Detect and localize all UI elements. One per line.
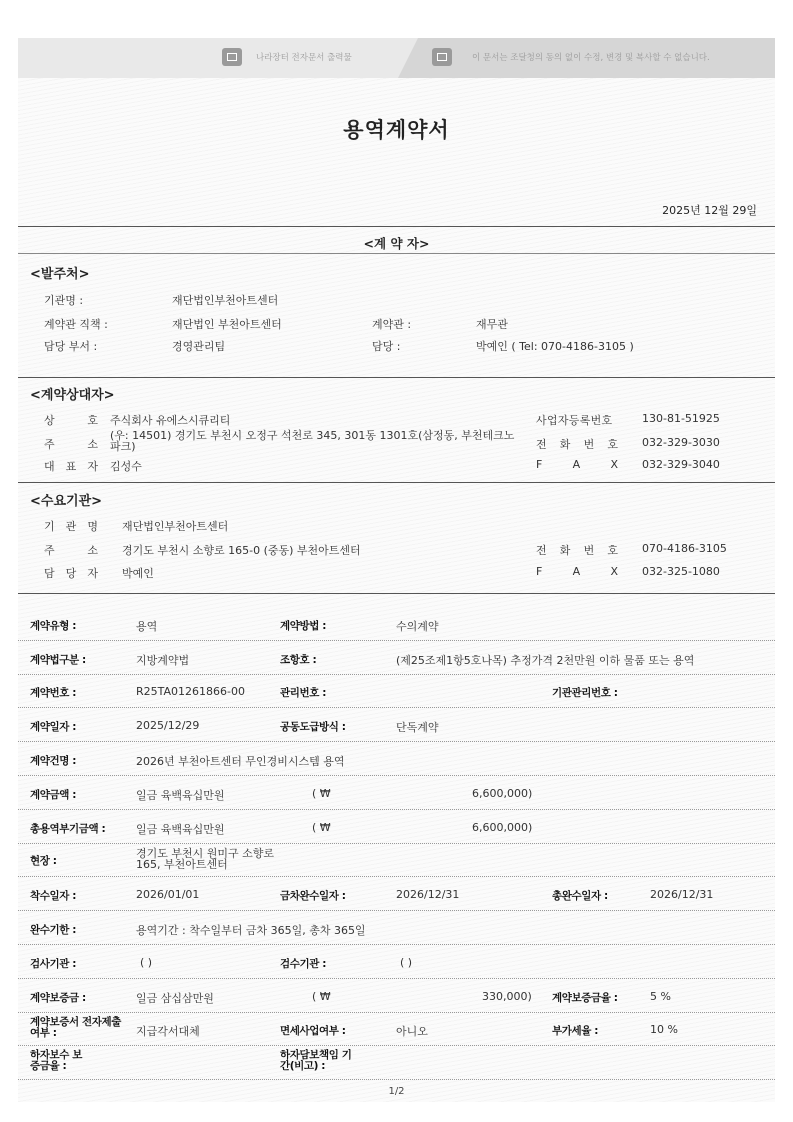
law-value: 지방계약법 bbox=[136, 654, 190, 667]
label-char: 자 bbox=[87, 567, 98, 580]
counterparty-tel-label bbox=[536, 436, 618, 452]
site-value: 경기도 부천시 원미구 소향로 165, 부천아트센터 bbox=[136, 847, 275, 871]
row-divider bbox=[18, 809, 775, 810]
print-banner bbox=[18, 38, 775, 78]
accept-value: ( ) bbox=[400, 956, 413, 969]
banner-left-text: 나라장터 전자문서 출력물 bbox=[256, 53, 352, 63]
label-char: 전 bbox=[536, 438, 547, 451]
contract-name-label: 계약건명 : bbox=[30, 755, 77, 767]
label-char: 대 bbox=[44, 460, 55, 473]
org-mgmt-no-label: 기관관리번호 : bbox=[552, 687, 618, 699]
site-label: 현장 : bbox=[30, 855, 57, 867]
row-divider bbox=[18, 944, 775, 945]
orderer-officer-value: 재무관 bbox=[476, 318, 508, 331]
deposit-label: 계약보증금 : bbox=[30, 992, 86, 1004]
rule bbox=[18, 253, 775, 254]
label-char: F bbox=[536, 458, 543, 471]
complete-date-value: 2026/12/31 bbox=[396, 888, 460, 901]
contractor-header: <계 약 자> bbox=[363, 236, 430, 251]
label-char: 표 bbox=[65, 460, 77, 473]
contract-no-label: 계약번호 : bbox=[30, 687, 77, 699]
printer-icon bbox=[432, 48, 452, 66]
label-char: 호 bbox=[87, 414, 98, 427]
row-divider bbox=[18, 707, 775, 708]
label-char: 소 bbox=[87, 438, 98, 451]
label-char: 전 bbox=[536, 544, 547, 557]
deposit-rate-value: 5 % bbox=[650, 990, 671, 1003]
label-char: 호 bbox=[607, 544, 618, 557]
amount-currency: ( ₩ bbox=[312, 787, 331, 800]
orderer-dept-value: 경영관리팀 bbox=[172, 340, 226, 353]
rule bbox=[18, 226, 775, 227]
method-label: 계약방법 : bbox=[280, 620, 327, 632]
row-divider bbox=[18, 741, 775, 742]
label-char: X bbox=[610, 458, 618, 471]
label-char: 번 bbox=[583, 438, 595, 451]
eguarantee-value: 지급각서대체 bbox=[136, 1025, 200, 1038]
label-char: 화 bbox=[559, 544, 571, 557]
label-char: 관 bbox=[65, 520, 77, 533]
demand-addr-value: 경기도 부천시 소향로 165-0 (중동) 부천아트센터 bbox=[122, 544, 361, 557]
contract-date-label: 계약일자 : bbox=[30, 721, 77, 733]
counterparty-bizno-label: 사업자등록번호 bbox=[536, 414, 613, 427]
rule bbox=[18, 593, 775, 594]
label-char: 명 bbox=[87, 520, 98, 533]
row-divider bbox=[18, 1012, 775, 1013]
label-char: 기 bbox=[44, 520, 55, 533]
amount-label: 계약금액 : bbox=[30, 789, 77, 801]
demand-org-label bbox=[44, 518, 98, 534]
start-date-label: 착수일자 : bbox=[30, 890, 77, 902]
clause-label: 조항호 : bbox=[280, 654, 317, 666]
counterparty-name-label bbox=[44, 412, 98, 428]
orderer-person-value: 박예인 ( Tel: 070-4186-3105 ) bbox=[476, 340, 634, 353]
row-divider bbox=[18, 674, 775, 675]
orderer-officer-label: 계약관 : bbox=[372, 318, 412, 331]
deposit-currency: ( ₩ bbox=[312, 990, 331, 1003]
joint-value: 단독계약 bbox=[396, 721, 439, 734]
orderer-org-label: 기관명 : bbox=[44, 294, 84, 307]
counterparty-name-value: 주식회사 유에스시큐리티 bbox=[110, 414, 231, 427]
deadline-value: 용역기간 : 착수일부터 금차 365일, 총차 365일 bbox=[136, 924, 366, 937]
demand-person-label bbox=[44, 565, 98, 581]
row-divider bbox=[18, 775, 775, 776]
document-icon bbox=[222, 48, 242, 66]
row-divider bbox=[18, 876, 775, 877]
total-amount-label: 총용역부기금액 : bbox=[30, 823, 106, 835]
label-char: X bbox=[610, 565, 618, 578]
inspect-value: ( ) bbox=[140, 956, 153, 969]
mgmt-no-label: 관리번호 : bbox=[280, 687, 327, 699]
label-char: 주 bbox=[44, 438, 55, 451]
total-amount-text: 일금 육백육십만원 bbox=[136, 823, 225, 836]
counterparty-fax-value: 032-329-3040 bbox=[642, 458, 720, 471]
defect-period-label: 하자담보책임 기간(비고) : bbox=[280, 1049, 352, 1072]
label-char: 당 bbox=[65, 567, 77, 580]
deposit-text: 일금 삼십삼만원 bbox=[136, 992, 214, 1005]
demand-fax-label bbox=[536, 565, 618, 578]
type-label: 계약유형 : bbox=[30, 620, 77, 632]
joint-label: 공동도급방식 : bbox=[280, 721, 346, 733]
contract-date-value: 2025/12/29 bbox=[136, 719, 200, 732]
rule bbox=[18, 482, 775, 483]
document-title: 용역계약서 bbox=[343, 118, 450, 142]
total-complete-label: 총완수일자 : bbox=[552, 890, 608, 902]
start-date-value: 2026/01/01 bbox=[136, 888, 200, 901]
amount-text: 일금 육백육십만원 bbox=[136, 789, 225, 802]
total-complete-value: 2026/12/31 bbox=[650, 888, 714, 901]
label-char: 상 bbox=[44, 414, 55, 427]
label-char: 호 bbox=[607, 438, 618, 451]
type-value: 용역 bbox=[136, 620, 158, 633]
contract-page bbox=[18, 38, 775, 1102]
orderer-dept-label: 담당 부서 : bbox=[44, 340, 98, 353]
eguarantee-label: 계약보증서 전자제출여부 : bbox=[30, 1016, 121, 1039]
demand-heading: <수요기관> bbox=[30, 494, 103, 509]
counterparty-addr-label bbox=[44, 436, 98, 452]
demand-tel-value: 070-4186-3105 bbox=[642, 542, 727, 555]
orderer-org-value: 재단법인부천아트센터 bbox=[172, 294, 279, 307]
banner-right-text: 이 문서는 조달청의 동의 없이 수정, 변경 및 복사할 수 없습니다. bbox=[472, 53, 710, 63]
row-divider bbox=[18, 1045, 775, 1046]
orderer-officer-pos-label: 계약관 직책 : bbox=[44, 318, 108, 331]
counterparty-fax-label bbox=[536, 458, 618, 471]
contract-name-value: 2026년 부천아트센터 무인경비시스템 용역 bbox=[136, 755, 345, 768]
deposit-rate-label: 계약보증금율 : bbox=[552, 992, 618, 1004]
counterparty-addr-value: (우: 14501) 경기도 부천시 오정구 석천로 345, 301동 1301호(삼정동, 부천테크노파크) bbox=[110, 429, 515, 453]
amount-number: 6,600,000) bbox=[472, 787, 533, 800]
label-char: 주 bbox=[44, 544, 55, 557]
orderer-heading: <발주처> bbox=[30, 267, 90, 282]
row-divider bbox=[18, 978, 775, 979]
clause-value: (제25조제1항5호나목) 추정가격 2천만원 이하 물품 또는 용역 bbox=[396, 654, 695, 667]
vat-value: 10 % bbox=[650, 1023, 678, 1036]
counterparty-bizno-value: 130-81-51925 bbox=[642, 412, 720, 425]
total-amount-currency: ( ₩ bbox=[312, 821, 331, 834]
demand-addr-label bbox=[44, 542, 98, 558]
method-value: 수의계약 bbox=[396, 620, 439, 633]
counterparty-heading: <계약상대자> bbox=[30, 388, 115, 403]
counterparty-rep-label bbox=[44, 458, 98, 474]
rule bbox=[18, 377, 775, 378]
demand-fax-value: 032-325-1080 bbox=[642, 565, 720, 578]
label-char: 번 bbox=[583, 544, 595, 557]
total-amount-number: 6,600,000) bbox=[472, 821, 533, 834]
contract-no-value: R25TA01261866-00 bbox=[136, 685, 245, 698]
deposit-number: 330,000) bbox=[482, 990, 532, 1003]
label-char: F bbox=[536, 565, 543, 578]
deadline-label: 완수기한 : bbox=[30, 924, 77, 936]
page-number: 1/2 bbox=[388, 1086, 405, 1097]
defect-label: 하자보수 보증금율 : bbox=[30, 1049, 82, 1072]
row-divider bbox=[18, 843, 775, 844]
counterparty-rep-value: 김성수 bbox=[110, 460, 142, 473]
taxfree-label: 면세사업여부 : bbox=[280, 1025, 346, 1037]
row-divider bbox=[18, 640, 775, 641]
inspect-label: 검사기관 : bbox=[30, 958, 77, 970]
contract-date: 2025년 12월 29일 bbox=[662, 204, 757, 217]
row-divider bbox=[18, 910, 775, 911]
vat-label: 부가세율 : bbox=[552, 1025, 599, 1037]
counterparty-tel-value: 032-329-3030 bbox=[642, 436, 720, 449]
demand-person-value: 박예인 bbox=[122, 567, 154, 580]
label-char: 담 bbox=[44, 567, 55, 580]
label-char: A bbox=[572, 565, 581, 578]
orderer-person-label: 담당 : bbox=[372, 340, 401, 353]
taxfree-value: 아니오 bbox=[396, 1025, 428, 1038]
law-label: 계약법구분 : bbox=[30, 654, 86, 666]
label-char: 자 bbox=[87, 460, 98, 473]
demand-tel-label bbox=[536, 542, 618, 558]
label-char: 소 bbox=[87, 544, 98, 557]
row-divider bbox=[18, 1079, 775, 1080]
label-char: 화 bbox=[559, 438, 571, 451]
accept-label: 검수기관 : bbox=[280, 958, 327, 970]
orderer-officer-pos-value: 재단법인 부천아트센터 bbox=[172, 318, 282, 331]
demand-org-value: 재단법인부천아트센터 bbox=[122, 520, 229, 533]
complete-date-label: 금차완수일자 : bbox=[280, 890, 346, 902]
label-char: A bbox=[572, 458, 581, 471]
